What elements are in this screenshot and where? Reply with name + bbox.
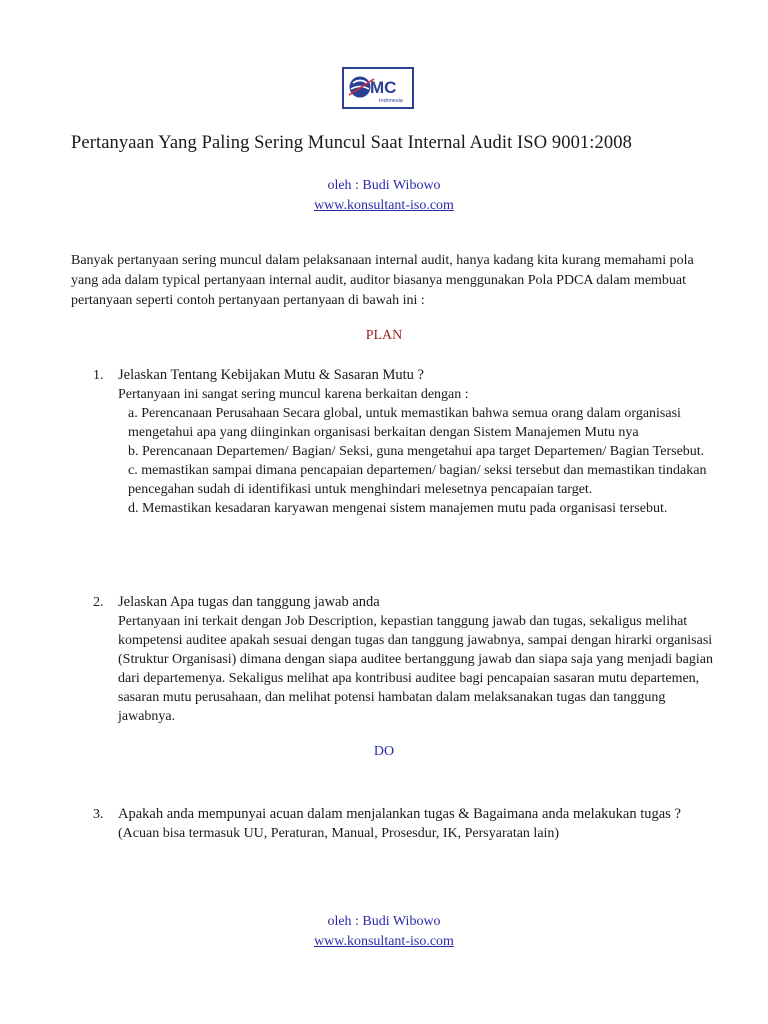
intro-paragraph: Banyak pertanyaan sering muncul dalam pelaksanaan internal audit, hanya kadang kita kurang memahami pola yang ada dalam typical pertanyaan internal audit, auditor biasanya menggunakan Pola PDCA dalam membuat pertanyaan seperti contoh pertanyaan pertanyaan di bawah ini :	[71, 253, 694, 308]
logo-text: MC	[370, 78, 397, 97]
author-line: oleh : Budi Wibowo	[327, 178, 441, 193]
logo-graphic	[344, 69, 412, 107]
question-body: Pertanyaan ini sangat sering muncul karena berkaitan dengan :	[118, 387, 469, 402]
question-item	[93, 805, 713, 843]
question-text	[118, 805, 713, 843]
question-title: Jelaskan Apa tugas dan tanggung jawab anda	[118, 594, 380, 610]
footer-author-line: oleh : Budi Wibowo	[327, 914, 441, 929]
question-point: d. Memastikan kesadaran karyawan mengenai sistem manajemen mutu pada organisasi tersebut.	[128, 501, 668, 516]
question-point: a. Perencanaan Perusahaan Secara global, untuk memastikan bahwa semua orang dalam organisasi mengetahui apa yang diinginkan organisasi berkaitan dengan Sistem Manajemen Mutu nya	[128, 406, 681, 440]
question-point: b. Perencanaan Departemen/ Bagian/ Seksi, guna mengetahui apa target Departemen/ Bagian Tersebut.	[128, 444, 705, 459]
question-title: Jelaskan Tentang Kebijakan Mutu & Sasaran Mutu ?	[118, 367, 424, 383]
logo-subtext: Indonesia	[379, 98, 403, 104]
question-number: 1.	[93, 368, 104, 383]
question-body: (Acuan bisa termasuk UU, Peraturan, Manual, Prosesdur, IK, Persyaratan lain)	[118, 826, 560, 841]
author-block	[0, 176, 768, 216]
question-number: 2.	[93, 595, 104, 610]
question-body: Pertanyaan ini terkait dengan Job Description, kepastian tanggung jawab dan tugas, sekaligus melihat kompetensi auditee apakah sesuai dengan tugas dan tanggung jawabnya, sampai dengan hirarki organisasi (Struktur Organisasi) dimana dengan siapa auditee bertanggung jawab dan siapa saja yang menjadi bagian dari departemenya. Sekaligus melihat apa kontribusi auditee bagi pencapaian sasaran mutu departemen, sasaran mutu perusahaan, dan melihat potensi hambatan dalam melaksanakan tugas dan tanggung jawabnya.	[118, 614, 713, 724]
document-title: Pertanyaan Yang Paling Sering Muncul Saat Internal Audit ISO 9001:2008	[71, 133, 632, 153]
question-title: Apakah anda mempunyai acuan dalam menjalankan tugas & Bagaimana anda melakukan tugas ?	[118, 806, 681, 822]
section-heading-plan: PLAN	[365, 328, 403, 343]
footer-website-link[interactable]: www.konsultant-iso.com	[314, 934, 454, 949]
question-point: c. memastikan sampai dimana pencapaian departemen/ bagian/ seksi tersebut dan memastikan tindakan pencegahan sudah di identifikasi untuk menghindari melesetnya pencapaian target.	[128, 463, 707, 497]
question-item	[93, 366, 713, 518]
question-number: 3.	[93, 807, 104, 822]
website-link[interactable]: www.konsultant-iso.com	[314, 198, 454, 213]
company-logo	[342, 67, 414, 109]
section-heading-do: DO	[373, 744, 395, 759]
question-item	[93, 593, 713, 726]
footer-author-block	[0, 912, 768, 952]
